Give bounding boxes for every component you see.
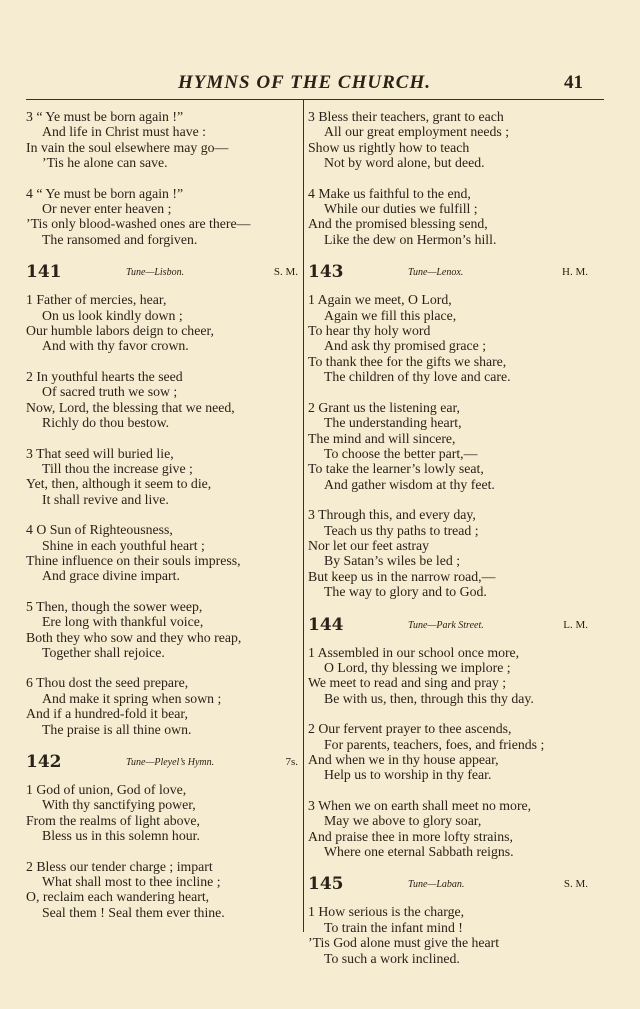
stanza — [26, 369, 298, 431]
verse-line: The ransomed and forgiven. — [42, 231, 198, 247]
verse-line: 4 O Sun of Righteousness, — [26, 522, 173, 538]
hymn-number: 144 — [308, 614, 344, 635]
verse-line: 2 Grant us the listening ear, — [308, 399, 460, 415]
verse-line: To hear thy holy word — [308, 323, 431, 339]
verse-line: The mind and will sincere, — [308, 430, 456, 446]
verse-line: While our duties we fulfill ; — [324, 201, 478, 217]
stanza — [308, 109, 588, 171]
hymn-number: 145 — [308, 874, 344, 895]
verse-line: Be with us, then, through this thy day. — [324, 690, 534, 706]
verse-line: To thank thee for the gifts we share, — [308, 353, 507, 369]
hymn-header — [308, 615, 588, 637]
verse-line: The children of thy love and care. — [324, 369, 511, 385]
verse-line: To train the infant mind ! — [324, 919, 463, 935]
stanza — [26, 292, 298, 354]
hymn-meter: S. M. — [273, 266, 298, 279]
verse-line: Like the dew on Hermon’s hill. — [324, 231, 497, 247]
verse-line: And with thy favor crown. — [42, 338, 189, 354]
hymn-number: 142 — [26, 752, 62, 772]
verse-line: 5 Then, though the sower weep, — [26, 598, 203, 614]
verse-line: 4 Make us faithful to the end, — [308, 185, 471, 201]
verse-line: And ask thy promised grace ; — [324, 338, 487, 354]
verse-line: And grace divine impart. — [42, 568, 180, 584]
verse-line: Or never enter heaven ; — [42, 201, 172, 217]
verse-line: All our great employment needs ; — [324, 124, 510, 140]
verse-line: For parents, teachers, foes, and friends ; — [324, 736, 545, 752]
verse-line: On us look kindly down ; — [42, 307, 183, 323]
verse-line: ’Tis he alone can save. — [42, 155, 168, 171]
tune-name: Tune—Lisbon. — [126, 267, 185, 279]
verse-line: 6 Thou dost the seed prepare, — [26, 675, 189, 691]
stanza — [308, 721, 588, 783]
tune-name: Tune—Lenox. — [408, 267, 464, 279]
hymn-header — [308, 262, 588, 284]
stanza — [308, 798, 588, 860]
verse-line: Not by word alone, but deed. — [324, 155, 485, 171]
stanza — [308, 507, 588, 599]
stanza — [308, 645, 588, 707]
verse-line: To take the learner’s lowly seat, — [308, 461, 484, 477]
column-divider — [303, 100, 304, 932]
verse-line: 1 Father of mercies, hear, — [26, 292, 167, 308]
stanza — [308, 400, 588, 492]
verse-line: In vain the soul elsewhere may go— — [26, 139, 229, 155]
verse-line: Of sacred truth we sow ; — [42, 384, 178, 400]
verse-line: Bless us in this solemn hour. — [42, 828, 200, 844]
stanza — [26, 599, 298, 661]
verse-line: With thy sanctifying power, — [42, 797, 196, 813]
verse-line: From the realms of light above, — [26, 812, 200, 828]
verse-line: Till thou the increase give ; — [42, 460, 193, 476]
verse-line: May we above to glory soar, — [324, 813, 482, 829]
verse-line: By Satan’s wiles be led ; — [324, 553, 461, 569]
verse-line: To choose the better part,— — [324, 445, 478, 461]
verse-line: The praise is all thine own. — [42, 721, 192, 737]
stanza — [308, 904, 588, 966]
verse-line: Help us to worship in thy fear. — [324, 767, 492, 783]
hymn-meter: H. M. — [562, 266, 588, 279]
verse-line: Ere long with thankful voice, — [42, 614, 204, 630]
verse-line: 3 “ Ye must be born again !” — [26, 109, 184, 124]
tune-name: Tune—Park Street. — [408, 619, 484, 631]
verse-line: And gather wisdom at thy feet. — [324, 476, 495, 492]
page-header — [0, 72, 640, 98]
stanza — [26, 522, 298, 584]
hymn-number: 143 — [308, 262, 344, 283]
verse-line: 2 Our fervent prayer to thee ascends, — [308, 721, 512, 737]
verse-line: The understanding heart, — [324, 415, 462, 431]
verse-line: 1 God of union, God of love, — [26, 782, 187, 797]
left-column — [26, 109, 298, 935]
verse-line: Again we fill this place, — [324, 307, 457, 323]
verse-line: Nor let our feet astray — [308, 537, 430, 553]
verse-line: And life in Christ must have : — [42, 124, 207, 140]
right-column — [308, 109, 588, 981]
verse-line: 3 When we on earth shall meet no more, — [308, 797, 532, 813]
verse-line: 2 Bless our tender charge ; impart — [26, 858, 213, 874]
verse-line: O, reclaim each wandering heart, — [26, 889, 210, 905]
verse-line: Both they who sow and they who reap, — [26, 629, 242, 645]
hymn-header — [26, 752, 298, 774]
verse-line: Where one eternal Sabbath reigns. — [324, 844, 514, 860]
verse-line: It shall revive and live. — [42, 491, 169, 507]
verse-line: What shall most to thee incline ; — [42, 874, 221, 890]
verse-line: 4 “ Ye must be born again !” — [26, 185, 184, 201]
hymn-meter: S. M. — [563, 878, 588, 891]
verse-line: And make it spring when sown ; — [42, 690, 222, 706]
verse-line: 1 How serious is the charge, — [308, 904, 465, 920]
stanza — [26, 446, 298, 508]
verse-line: Now, Lord, the blessing that we need, — [26, 399, 235, 415]
verse-line: But keep us in the narrow road,— — [308, 568, 496, 584]
verse-line: Our humble labors deign to cheer, — [26, 323, 214, 339]
header-rule — [26, 99, 604, 100]
verse-line: O Lord, thy blessing we implore ; — [324, 659, 511, 675]
verse-line: To such a work inclined. — [324, 950, 460, 966]
verse-line: Seal them ! Seal them ever thine. — [42, 904, 225, 920]
verse-line: And the promised blessing send, — [308, 216, 488, 232]
hymn-meter: 7s. — [285, 756, 298, 768]
running-title: HYMNS OF THE CHURCH. — [178, 72, 431, 93]
stanza — [26, 186, 298, 248]
hymn-meter: L. M. — [563, 618, 588, 631]
verse-line: Teach us thy paths to tread ; — [324, 522, 479, 538]
tune-name: Tune—Pleyel’s Hymn. — [126, 757, 215, 768]
stanza — [308, 186, 588, 248]
hymn-header — [308, 874, 588, 896]
verse-line: And if a hundred-fold it bear, — [26, 706, 188, 722]
stanza — [26, 782, 298, 844]
verse-line: Together shall rejoice. — [42, 644, 165, 660]
tune-name: Tune—Laban. — [408, 879, 465, 891]
stanza — [308, 292, 588, 384]
verse-line: Richly do thou bestow. — [42, 415, 170, 431]
verse-line: Yet, then, although it seem to die, — [26, 476, 212, 492]
verse-line: Thine influence on their souls impress, — [26, 552, 241, 568]
verse-line: ’Tis only blood-washed ones are there— — [26, 216, 251, 232]
verse-line: 3 That seed will buried lie, — [26, 445, 174, 461]
verse-line: 3 Through this, and every day, — [308, 507, 476, 523]
verse-line: 2 In youthful hearts the seed — [26, 368, 183, 384]
verse-line: 1 Again we meet, O Lord, — [308, 292, 452, 308]
verse-line: 3 Bless their teachers, grant to each — [308, 109, 504, 124]
verse-line: Show us rightly how to teach — [308, 139, 470, 155]
page-number: 41 — [564, 72, 583, 93]
verse-line: The way to glory and to God. — [324, 584, 487, 600]
verse-line: ’Tis God alone must give the heart — [308, 935, 500, 951]
hymn-header — [26, 262, 298, 284]
verse-line: Shine in each youthful heart ; — [42, 537, 205, 553]
hymn-number: 141 — [26, 262, 62, 283]
verse-line: We meet to read and sing and pray ; — [308, 675, 507, 691]
verse-line: And when we in thy house appear, — [308, 752, 499, 767]
verse-line: 1 Assembled in our school once more, — [308, 644, 520, 660]
verse-line: And praise thee in more lofty strains, — [308, 828, 513, 844]
stanza — [26, 675, 298, 737]
stanza — [26, 109, 298, 171]
stanza — [26, 859, 298, 921]
